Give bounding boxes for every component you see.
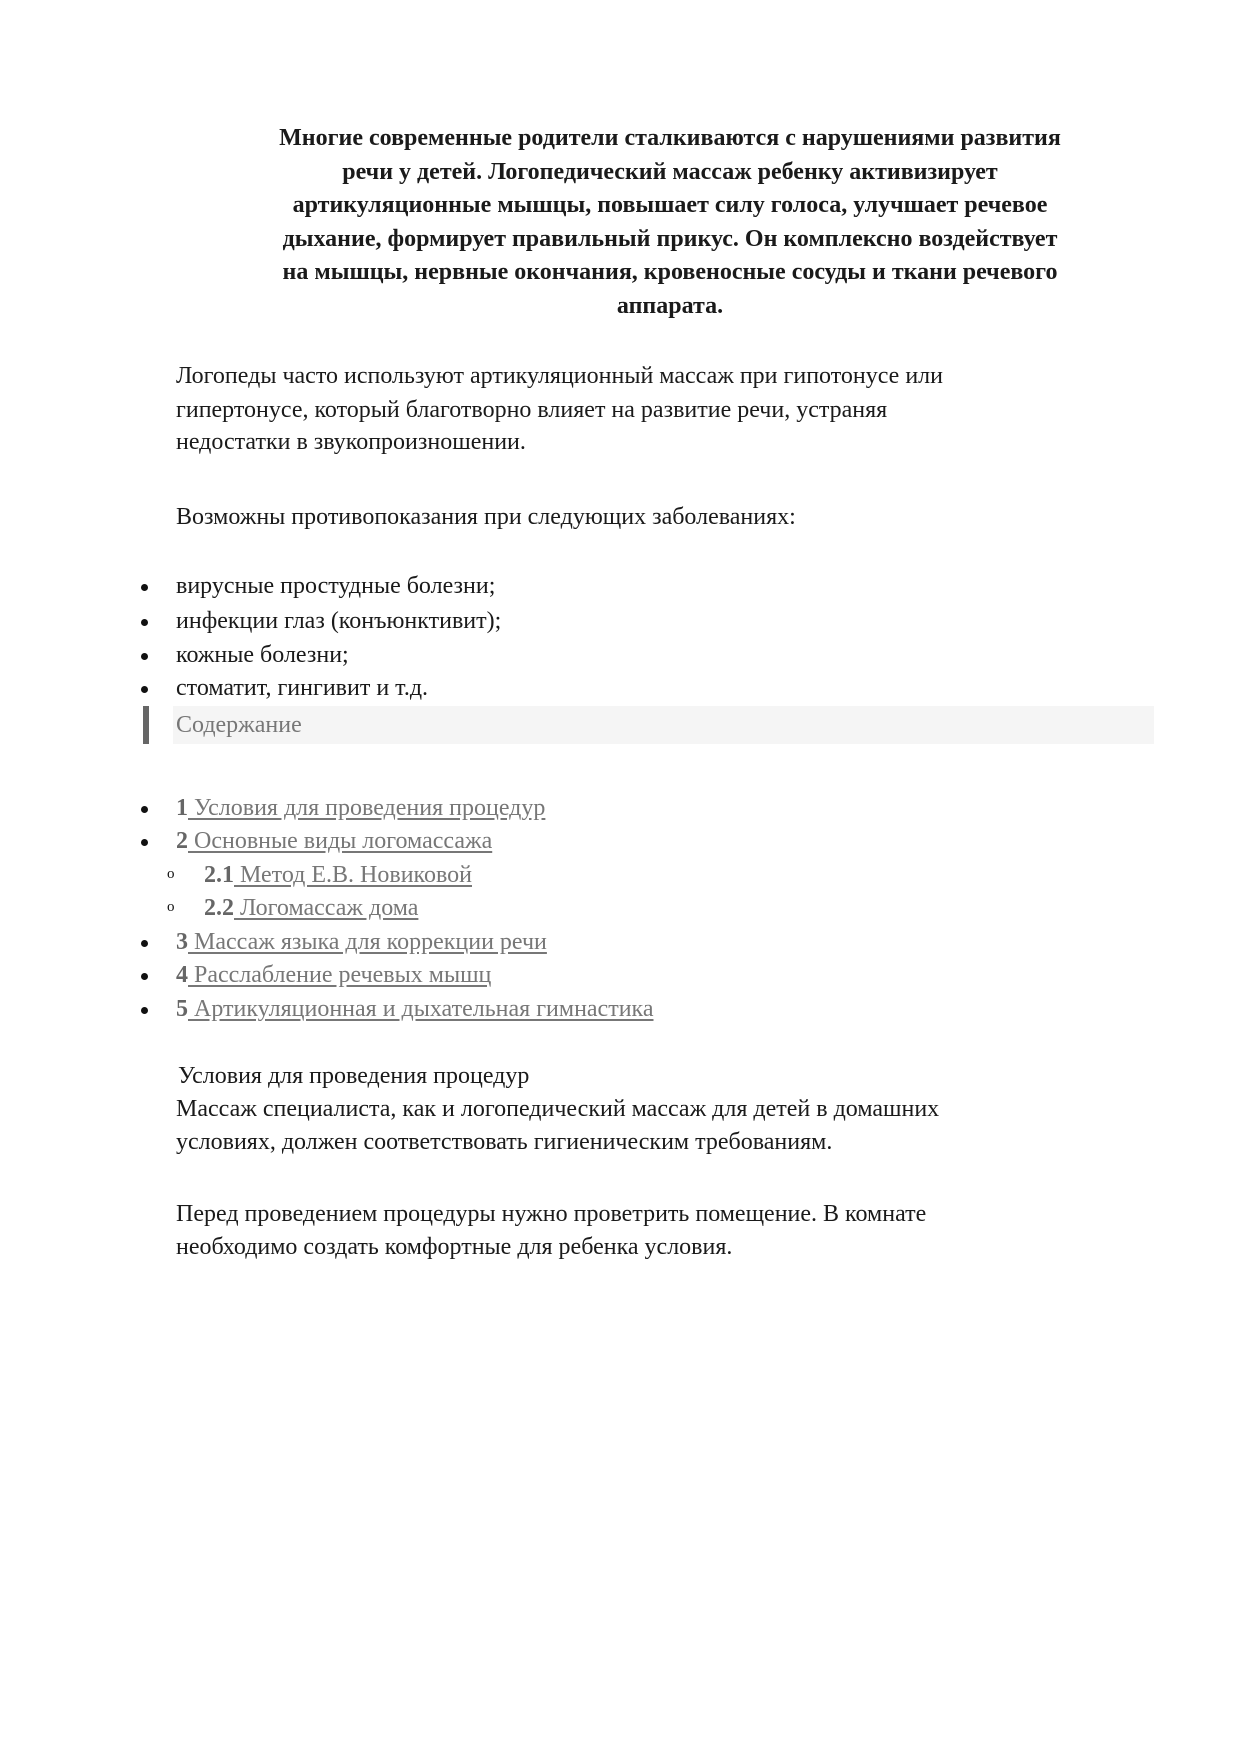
paragraph-line: гипертонусе, который благотворно влияет на развитие речи, устраняя xyxy=(176,397,888,423)
toc-title-box xyxy=(173,706,1154,744)
list-item: стоматит, гингивит и т.д. xyxy=(176,675,429,701)
section-heading: Условия для проведения процедур xyxy=(178,1063,530,1089)
intro-line: артикуляционные мышцы, повышает силу голоса, улучшает речевое xyxy=(292,192,1048,218)
toc-link-label[interactable]: Расслабление речевых мышц xyxy=(188,962,492,988)
paragraph-line: условиях, должен соответствовать гигиеническим требованиям. xyxy=(176,1129,833,1155)
toc-link-2[interactable] xyxy=(176,827,492,855)
paragraph-line: Массаж специалиста, как и логопедический массаж для детей в домашних xyxy=(176,1096,940,1122)
toc-number: 2.2 xyxy=(204,895,234,921)
paragraph-line: необходимо создать комфортные для ребенка условия. xyxy=(176,1234,733,1260)
bullet-icon xyxy=(141,839,148,846)
list-item: инфекции глаз (конъюнктивит); xyxy=(176,608,502,634)
paragraph-line: недостатки в звукопроизношении. xyxy=(176,429,526,455)
bullet-icon xyxy=(141,619,148,626)
circle-bullet-icon: o xyxy=(167,866,175,882)
toc-number: 3 xyxy=(176,929,188,955)
intro-bold-paragraph xyxy=(180,122,1160,323)
list-item: кожные болезни; xyxy=(176,642,349,668)
bullet-icon xyxy=(141,584,148,591)
toc-link-label[interactable]: Основные виды логомассажа xyxy=(188,828,493,854)
toc-link-label[interactable]: Артикуляционная и дыхательная гимнастика xyxy=(188,996,654,1022)
bullet-icon xyxy=(141,1007,148,1014)
toc-link-label[interactable]: Условия для проведения процедур xyxy=(188,795,546,821)
toc-link-1[interactable] xyxy=(176,794,545,822)
toc-link-label[interactable]: Логомассаж дома xyxy=(234,895,419,921)
bullet-icon xyxy=(141,653,148,660)
intro-line: дыхание, формирует правильный прикус. Он комплексно воздействует xyxy=(282,225,1058,252)
circle-bullet-icon: o xyxy=(167,899,175,915)
paragraph-line: Перед проведением процедуры нужно проветрить помещение. В комнате xyxy=(176,1201,927,1227)
intro-line: на мышцы, нервные окончания, кровеносные сосуды и ткани речевого xyxy=(282,259,1058,285)
toc-link-3[interactable] xyxy=(176,928,547,956)
toc-link-4[interactable] xyxy=(176,961,491,989)
intro-line: аппарата. xyxy=(616,292,724,319)
toc-link-5[interactable] xyxy=(176,995,654,1023)
toc-link-2-1[interactable] xyxy=(204,861,472,889)
paragraph-line: Логопеды часто используют артикуляционный массаж при гипотонусе или xyxy=(176,363,943,389)
toc-number: 4 xyxy=(176,962,188,988)
toc-link-label[interactable]: Метод Е.В. Новиковой xyxy=(234,862,472,888)
bullet-icon xyxy=(141,973,148,980)
bullet-icon xyxy=(141,806,148,813)
list-item: вирусные простудные болезни; xyxy=(176,573,496,599)
toc-number: 2 xyxy=(176,828,188,854)
intro-line: речи у детей. Логопедический массаж ребенку активизирует xyxy=(342,158,998,185)
toc-number: 2.1 xyxy=(204,862,234,888)
bullet-icon xyxy=(141,686,148,693)
toc-link-label[interactable]: Массаж языка для коррекции речи xyxy=(188,929,547,955)
intro-line: Многие современные родители сталкиваются с нарушениями развития xyxy=(279,125,1061,151)
toc-title: Содержание xyxy=(176,712,302,738)
contraindications-lead: Возможны противопоказания при следующих заболеваниях: xyxy=(176,504,796,530)
bullet-icon xyxy=(141,940,148,947)
toc-number: 1 xyxy=(176,795,188,821)
toc-link-2-2[interactable] xyxy=(204,894,418,922)
toc-title-accent-bar xyxy=(143,706,149,744)
toc-number: 5 xyxy=(176,996,188,1022)
